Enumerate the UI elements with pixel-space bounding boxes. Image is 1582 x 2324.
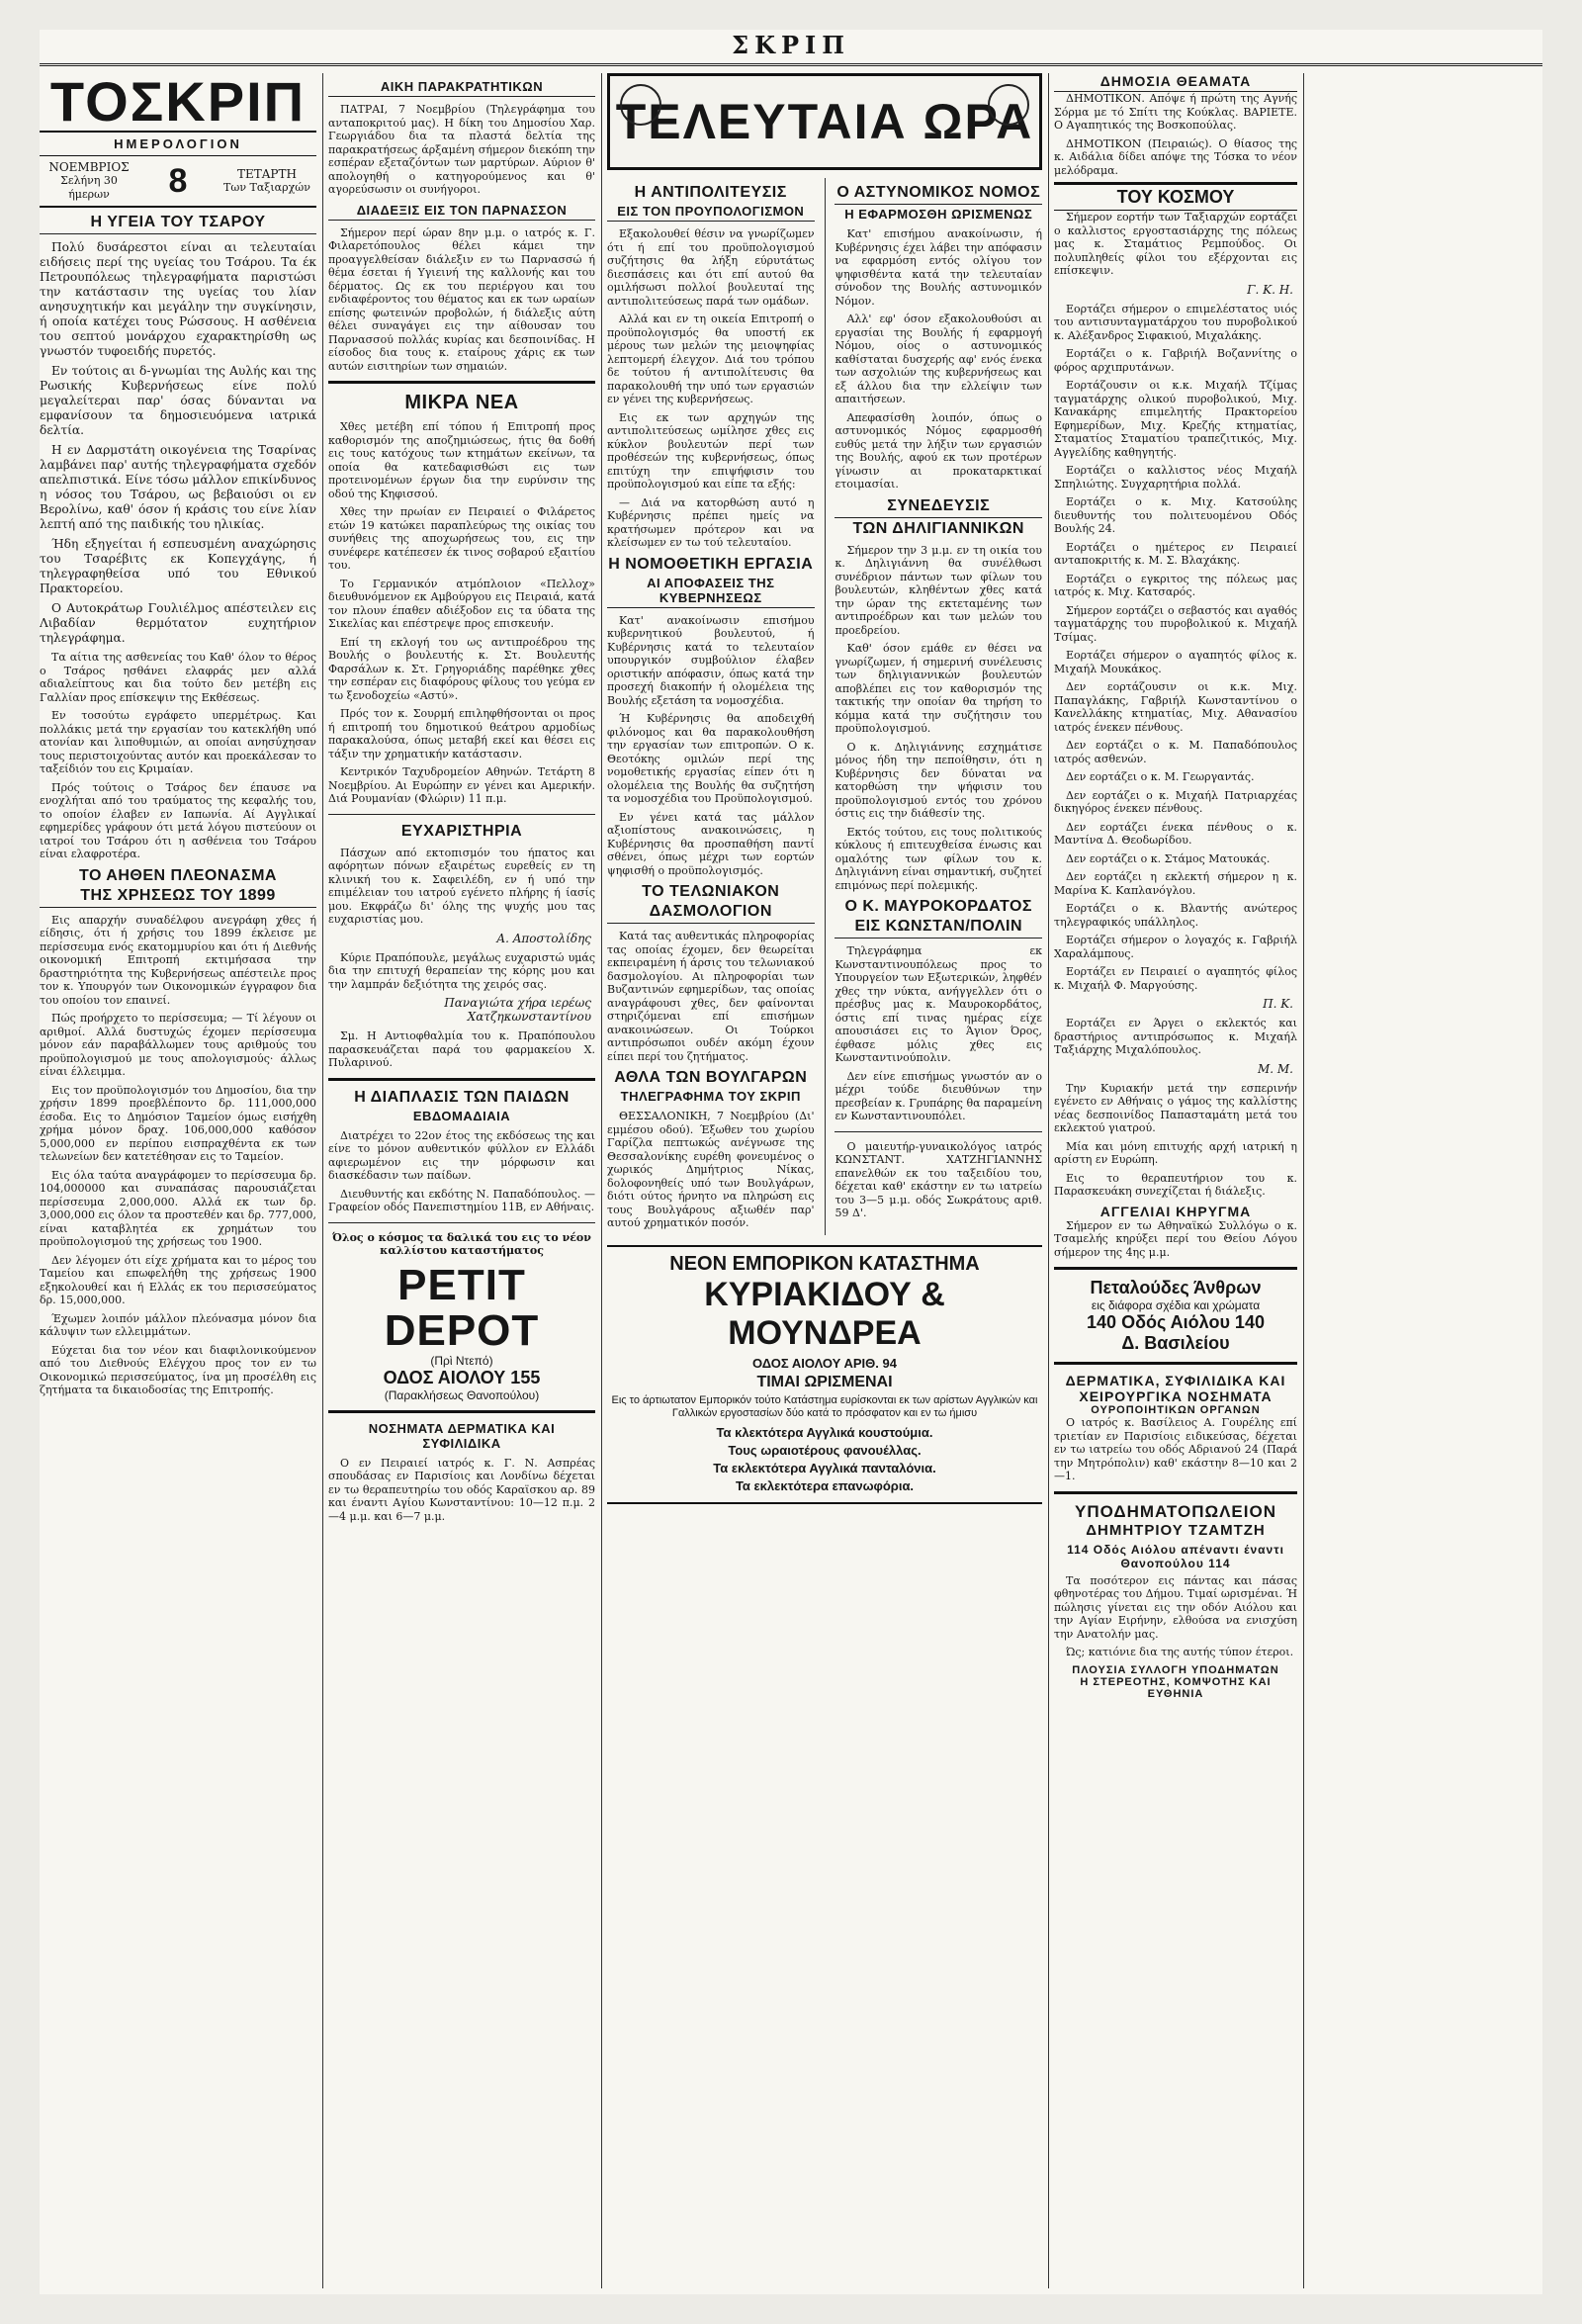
headline-society: ΤΟΥ ΚΟΣΜΟΥ — [1054, 182, 1297, 211]
headline-mavrokordatos: Ο Κ. ΜΑΥΡΟΚΟΡΔΑΤΟΣ — [844, 898, 1033, 915]
divider — [328, 1410, 595, 1413]
paragraph: Εορτάζει σήμερον ο αγαπητός φίλος κ. Μιχαήλ Μουκάκος. — [1054, 649, 1297, 675]
paragraph: ΠΑΤΡΑΙ, 7 Νοεμβρίου (Τηλεγράφημα του ανταποκριτού μας). Η δίκη του Δημοσίου Χαρ. Γεωργιάδου δια τα πλαστά δελτία της παρακρατήσεως άρξαμένη σήμερον διεκόπη την εσπέραν εξεταζόντων των μαρτύρων. Αύριον θ' απολογηθή ο κατηγορούμενος και θ' αγορεύσωσιν οι συνήγοροι. — [328, 103, 595, 196]
day-name: ΤΕΤΑΡΤΗ — [236, 167, 297, 181]
paragraph: Δεν εορτάζει ο κ. Μ. Γεωργαντάς. — [1066, 770, 1255, 783]
calendar-title: ΗΜΕΡΟΛΟΓΙΟΝ — [40, 133, 316, 156]
headline-opposition-sub: ΕΙΣ ΤΟΝ ΠΡΟΥΠΟΛΟΓΙΣΜΟΝ — [607, 204, 815, 222]
paragraph: Χθες μετέβη επί τόπου ή Επιτροπή προς καθορισμόν της αποζημιώσεως, ήτις θα δοθή εις τους κατόχους των κτημάτων εκείνων, τα οποία θα κατεδαφισθώσι εις των προτεινομένων έργων δια την ευρύνσιν της οδού της Κηφισσού. — [328, 420, 595, 500]
paragraph: Σήμερον περί ώραν 8ην μ.μ. ο ιατρός κ. Γ. Φιλαρετόπουλος θέλει κάμει την προαγγελθείσαν διάλεξιν εν τω Παρνασσώ ή θέμα έσεται ή Υγιεινή της καλλονής και του δέρματος. Ως εκ του περιέργου και του ενδιαφέροντος του θέματος και εκ των ωραίων επίσης φωτεινών προβολών, ή διάλεξις αύτη θέλει συναγάγει εις την αίθουσαν του Παρνασσού πολλάς κυρίας και δεσποινίδας. Η είσοδος δια τους κ. εταίρους χάρις εκ των αυτών εισιτηρίων των σημαιών. — [328, 225, 595, 373]
paragraph: Ο εν Πειραιεί ιατρός κ. Γ. Ν. Ασπρέας σπουδάσας εν Παρισίοις και Λονδίνω δέχεται εν τω θεραπευτηρίω του οδός Καραϊσκου αρ. 89 και έναντι Αγίου Κωνσταντίνου: 10—12 π.μ. 2—4 μ.μ. και 6—7 μ.μ. — [328, 1456, 595, 1523]
paragraph: Δεν εορτάζει ο κ. Μ. Παπαδόπουλος ιατρός ασθενών. — [1054, 739, 1297, 765]
column-3 — [607, 73, 1042, 2288]
column-1 — [40, 73, 316, 2288]
headline-customs-sub: ΔΑΣΜΟΛΟΓΙΟΝ — [607, 903, 815, 924]
ad-owner: Δ. Βασιλείου — [1121, 1333, 1230, 1353]
divider — [328, 1078, 595, 1081]
paragraph: Τα αίτια της ασθενείας του Καθ' όλον το θέρος ο Τσάρος ησθάνει ελαφράς μεν αλλά αδιαλείπτους και δια τούτο δεν μετέβη εις Γαλλίαν προς επίσκεψιν της Εκθέσεως. — [40, 651, 316, 704]
paragraph: Σήμερον εορτάζει ο σεβαστός και αγαθός ταγματάρχης του πυροβολικού κ. Μιχαήλ Τσίμας. — [1054, 603, 1297, 644]
paragraph: Έχωμεν λοιπόν μάλλον πλεόνασμα μόνον δια κάλυψιν των ελλειμμάτων. — [40, 1311, 316, 1338]
paragraph: Δεν εορτάζει ο κ. Μιχαήλ Πατριαρχέας δικηγόρος ένεκεν πένθους. — [1054, 788, 1297, 815]
paragraph: Εύχεται δια τον νέον και διαφιλονικούμενον από του Διεθνούς Ελέγχου προς τον εν τω Οικονομικώ περισσεύματος, ίνα μη προσέλθη εις ζητήματα τα δικαιοδοσίας της Επιτροπής. — [40, 1343, 316, 1396]
paragraph: Εορτάζει ο καλλιστος νέος Μιχαήλ Σπηλιώτης. Συγχαρητήρια πολλά. — [1054, 464, 1297, 491]
ad-item: Τους ωραιοτέρους φανουέλλας. — [728, 1442, 922, 1458]
banner-title: ΤΕΛΕΥΤΑΙΑ ΩΡΑ — [615, 94, 1034, 149]
headline-parnassos: ΔΙΑΔΕΞΙΣ ΕΙΣ ΤΟΝ ΠΑΡΝΑΣΣΟΝ — [328, 203, 595, 221]
paragraph: Εορτάζει ο ημέτερος εν Πειραιεί ανταποκριτής κ. Μ. Σ. Βλαχάκης. — [1054, 540, 1297, 567]
ad-store-name: ΚΥΡΙΑΚΙΔΟΥ & ΜΟΥΝΔΡΕΑ — [704, 1275, 945, 1352]
headline-police-law: Ο ΑΣΤΥΝΟΜΙΚΟΣ ΝΟΜΟΣ — [835, 184, 1042, 205]
paragraph: Την Κυριακήν μετά την εσπερινήν εγένετο εν Αθήναις ο γάμος της καλλίστης νέας δεσποινίδος Παπασταμάτη μετά του εκλεκτού γιατρού. — [1054, 1081, 1297, 1134]
paragraph: ΘΕΣΣΑΛΟΝΙΚΗ, 7 Νοεμβρίου (Δι' εμμέσου οδού). Έξωθεν του χωρίου Γαρίζλα πεπτωκώς ανέγνωσε της Θεσσαλονίκης ευρέθη φονευμένος ο χωρικός Δημήτριος Νίκας, δολοφονηθείς υπό των Βουλγάρων, διότι ούτος ήρνητο να πληρώση εις τους Βουλγάρους αξιωθέν παρ' αυτού χρηματικόν ποσόν. — [607, 1110, 815, 1229]
paragraph: Σήμερον εορτήν των Ταξιαρχών εορτάζει ο καλλιστος εργοστασιάρχης της πόλεως μας κ. Σταμάτιος Ρεμπούδος. Οι πολυπληθείς φίλοι του εξέρχονται εις επίσκεψιν. — [1054, 211, 1297, 277]
ad-clinic-title: ΔΕΡΜΑΤΙΚΑ, ΣΥΦΙΛΙΔΙΚΑ ΚΑΙ ΧΕΙΡΟΥΡΓΙΚΑ ΝΟΣΗΜΑΤΑ — [1065, 1373, 1286, 1404]
column-rule — [1048, 73, 1049, 2288]
paragraph: Ο Αυτοκράτωρ Γουλιέλμος απέστειλεν εις Λιβαδίαν θερμότατον ευχητήριον τηλεγράφημα. — [40, 601, 316, 645]
headline-small-news: ΜΙΚΡΑ ΝΕΑ — [404, 392, 519, 413]
paragraph: Μία και μόνη επιτυχής αρχή ιατρική η αρίστη εν Ευρώπη. — [1054, 1139, 1297, 1166]
paragraph: Εν τούτοις αι δ-γνωμίαι της Αυλής και της Ρωσικής Κυβερνήσεως είνε πολύ μεγαλείτεραι παρ' όσας δύνανται να εμφανίσουν τα δημοσιευόμενα ιατρικά δελτία. — [40, 364, 316, 437]
paragraph: Εορτάζει εν Άργει ο εκλεκτός και δραστήριος αντιπρόσωπος κ. Μιχαήλ Ταξιάρχης Μιχαλόπουλος. — [1054, 1017, 1297, 1056]
ad-petit-depot — [328, 1260, 595, 1402]
paragraph: Εις εκ των αρχηγών της αντιπολιτεύσεως ωμίλησε χθες εις κύκλον βουλευτών περί των προθέσεών της κυβερνήσεως, όπως επιτύχη την επιψήφισιν του προϋπολογισμού και είπε τα εξής: — [607, 410, 815, 491]
headline-legislation-sub: ΑΙ ΑΠΟΦΑΣΕΙΣ ΤΗΣ ΚΥΒΕΡΝΗΣΕΩΣ — [607, 576, 815, 608]
ad-subtitle: (Πρὶ Ντεπό) — [430, 1353, 493, 1368]
column-rule — [1303, 73, 1304, 2288]
signature: Γ. Κ. Η. — [1247, 282, 1293, 297]
paragraph: Η εν Δαρμστάτη οικογένεια της Τσαρίνας λαμβάνει παρ' αυτής τηλεγραφήματα σχεδόν απελπιστικά. Είνε τόσω μάλλον επικίνδυνος η νόσος του Τσάρου, ως βεβαιούσι οι εν Βερολίνω, καθ' όσον ή κράσις του είνε λίαν λεπτή από της παιδικής του ηλικίας. — [40, 443, 316, 531]
paragraph: Εορτάζει ο κ. Μιχ. Κατσούλης διευθυντής του πολιτευομένου Οδός Βουλής 24. — [1054, 495, 1297, 535]
late-news-columns — [607, 178, 1042, 1235]
paragraph: Ήδη εξηγείται ή εσπευσμένη αναχώρησις του Τσαρέβιτς εκ Κοπεγχάγης, ή τηλεγραφηθείσα υπό του Εθνικού Πρακτορείου. — [40, 537, 316, 595]
signature: Μ. Μ. — [1257, 1061, 1293, 1076]
headline-meeting-sub: ΤΩΝ ΔΗΛΙΓΙΑΝΝΙΚΩΝ — [852, 519, 1024, 537]
signature: Π. Κ. — [1263, 997, 1293, 1011]
masthead: ΣΚΡΙΠ — [40, 30, 1542, 66]
headline-surplus-sub: ΤΗΣ ΧΡΗΣΕΩΣ ΤΟΥ 1899 — [40, 887, 316, 908]
paragraph: Δεν εορτάζουσιν οι κ.κ. Μιχ. Παπαγλάκης, Γαβριήλ Κωνσταντίνου ο Κανελλάκης κτηματίας, Μιχ. Αθανασίου ιατρός ένεκεν πένθους. — [1054, 680, 1297, 734]
paragraph: Αλλά και εν τη οικεία Επιτροπή ο προϋπολογισμός θα υποστή εκ μέρους των μελών της μειοψηφίας λεπτομερή έλεγχον. Διά του τρόπου δε τούτου ή αντιπολίτευσις θα παρακολουθή την υπό των εργασιών εν γένει της κυβερνήσεως. — [607, 313, 815, 405]
paragraph: Σήμερον την 3 μ.μ. εν τη οικία του κ. Δηλιγιάννη θα συνέλθωσι συνέδριον πάντων των φίλων του βουλευτών, κληθέντων χθες κατά την ώραν της εκτεταμένης των αντιπροέδρων και των μελών του προεδρείου. — [835, 543, 1042, 637]
divider — [835, 1131, 1042, 1132]
ad-address: ΟΔΟΣ ΑΙΟΛΟΥ 155 — [383, 1367, 541, 1387]
moon: Σελήνη 30 ήμερων — [60, 174, 118, 201]
ad-clinic-sub: ΟΥΡΟΠΟΙΗΤΙΚΩΝ ΟΡΓΑΝΩΝ — [1091, 1404, 1261, 1416]
paragraph: Ώς; κατιόνιε δια της αυτής τύπον έτεροι. — [1066, 1646, 1294, 1658]
paragraph: Κύριε Πραπόπουλε, μεγάλως ευχαριστώ υμάς δια την επιτυχή θεραπείαν της κόρης μου και την λαμπράν δεξιότητα της χειρός σας. — [328, 950, 595, 991]
ad-line: εις διάφορα σχέδια και χρώματα — [1091, 1298, 1261, 1312]
day-number: 8 — [168, 161, 188, 200]
ad-item: Τα εκλεκτότερα επανωφόρια. — [735, 1477, 915, 1493]
divider — [1054, 1491, 1297, 1494]
column-rule — [825, 178, 826, 1235]
paragraph: Εορτάζει ο κ. Βλαντής ανώτερος τηλεγραφικός υπάλληλος. — [1054, 902, 1297, 929]
divider — [328, 814, 595, 815]
paragraph: Πρός τον κ. Σουρμή επιληφθήσονται οι προς ή επιτροπή του δημοτικού θεάτρου αρμοδίως παρακαλούσα, όπως μεταβή εκεί και θέσει εις τάξιν την χρηματικήν κατάστασιν. — [328, 707, 595, 760]
ad-address: 140 Οδός Αιόλου 140 — [1087, 1312, 1265, 1332]
paragraph: Πρός τούτοις ο Τσάρος δεν έπαυσε να ενοχλήται από του τραύματος της κεφαλής του, το οποίον έλαβεν εν Ιαπωνία. Αί Αγγλικαί εφημερίδες γράφουν ότι μετά λόγου πιστεύουν οι ιατροί του Τσάρου ότι η ασθένεια του Τσάρου είναι ελαφροτέρα. — [40, 780, 316, 860]
column-5 — [1309, 73, 1542, 2288]
paragraph: Ο ιατρός κ. Βασίλειος Α. Γουρέλης επί τριετίαν εν Παρισίοις ειδικεύσας, δέχεται εν τω ιατρείω του οδός Αδριανού 24 (Παρά την Μητρόπολιν) καθ' εκάστην 8—10 και 2—1. — [1054, 1416, 1297, 1482]
paragraph: Εις απαρχήν συναδέλφου ανεγράφη χθες ή είδησις, ότι ή χρήσις του 1899 έκλεισε με περίσσευμα ενός εκατομμυρίου και ότι ή Διεθνής οικονομική Επιτροπή εκτιμήσασα την δραστηριότητα της Κυβερνήσεως απέστειλε προς τον κ. Υπουργόν των Οικονομικών έγγραφον δια του οποίου τον επαινεί. — [40, 913, 316, 1007]
headline-police-law-sub: Η ΕΦΑΡΜΟΣΘΗ ΩΡΙΣΜΕΝΩΣ — [844, 207, 1033, 222]
ad-shoes-footer: ΠΛΟΥΣΙΑ ΣΥΛΛΟΓΗ ΥΠΟΔΗΜΑΤΩΝ — [1072, 1663, 1279, 1676]
divider — [1054, 1362, 1297, 1365]
paragraph: Σήμερον εν τω Αθηναϊκώ Συλλόγω ο κ. Τσαμελής κηρύξει περί του Θείου Λόγου σήμερον της 4ης μ.μ. — [1054, 1218, 1297, 1259]
divider — [328, 1222, 595, 1223]
headline-opposition: Η ΑΝΤΙΠΟΛΙΤΕΥΣΙΣ — [634, 184, 787, 201]
paragraph: Ή Κυβέρνησις θα αποδειχθή φιλόνομος και θα παρακολουθήση την εργασίαν των επιτροπών. Ο κ. Θεοτόκης ομιλών περί της νομοθετικής εργασίας είπεν ότι η ολομέλεια της Βουλής θα συζητήση τα νομοσχέδια του Προϋπολογισμού. — [607, 712, 815, 805]
paragraph: Διατρέχει το 22ον έτος της εκδόσεως της και είνε το μόνον αυθεντικόν φύλλον εν Ελλάδι αφιερωμένον εις την μόρφωσιν και διασκέδασιν των παίδων. — [328, 1128, 595, 1182]
headline-diaplasis: Η ΔΙΑΠΛΑΣΙΣ ΤΩΝ ΠΑΙΔΩΝ — [354, 1088, 570, 1106]
divider — [1054, 1267, 1297, 1270]
paragraph: Χθες την πρωίαν εν Πειραιεί ο Φιλάρετος ετών 19 κατώκει παραπλεύρως της οικίας του συνήθεις της αποχωρήσεως του, εις την συνέφερε κατέπεσεν έκ τινος σοβαρού εξαιτίου του. — [328, 505, 595, 572]
headline-telegram: ΤΗΛΕΓΡΑΦΗΜΑ ΤΟΥ ΣΚΡΙΠ — [620, 1089, 801, 1104]
column-2 — [328, 73, 595, 2288]
paragraph: Διευθυντής και εκδότης Ν. Παπαδόπουλος. — Γραφείον οδός Πανεπιστημίου 11Β, εν Αθήναις. — [328, 1187, 595, 1213]
divider — [328, 381, 595, 384]
ad-text: Εις το άρτιωτατον Εμπορικόν τούτο Κατάστημα ευρίσκονται εκ των αρίστων Αγγλικών και Γαλλικών εργοστασίων δύο κατά το πρόσφατον και εν τω ήμισυ — [611, 1393, 1038, 1419]
ad-line: Πεταλούδες Άνθρων — [1090, 1278, 1262, 1297]
paragraph: Εορτάζει σήμερον ο επιμελέστατος υιός του αντισυνταγματάρχου του πυροβολικού κ. Αλέξανδρος Σιφακιού, Μιχαλάκης. — [1054, 302, 1297, 342]
dateline — [40, 156, 316, 208]
ornament-icon — [988, 84, 1029, 126]
column-rule — [322, 73, 323, 2288]
paragraph: Δεν εορτάζει η εκλεκτή σήμερον η κ. Μαρίνα Κ. Καπλανόγλου. — [1054, 870, 1297, 897]
paragraph: Κατ' επισήμου ανακοίνωσιν, ή Κυβέρνησις έχει λάβει την απόφασιν να εφαρμόση εντός ολίγου τον ψηφισθέντα κατά την τελευταίαν σύνοδον της Βουλής αστυνομικόν Νόμον. — [835, 227, 1042, 308]
paragraph: ΔΗΜΟΤΙΚΟΝ (Πειραιώς). Ο θίασος της κ. Αιδάλια δίδει απόψε της Τόσκα το νέον μελόδραμα. — [1054, 136, 1297, 177]
paragraph: Δεν λέγομεν ότι είχε χρήματα και το μέρος του Ταμείου και επωφελήθη της χρήσεως 1900 εξηκολουθεί και ή Ελλάς εκ του περισσεύματος δρ. 15,000,000. — [40, 1253, 316, 1306]
ad-title: PETIT DEPOT — [384, 1260, 540, 1355]
headline-weekly: ΕΒΔΟΜΑΔΙΑΙΑ — [412, 1108, 511, 1123]
paragraph: Τα ποσότερον εις πάντας και πάσας φθηνοτέρας του Δήμου. Τιμαί ωρισμέναι. Ή πώλησις γίνεται εις την οδόν Αιόλου και την Αγίαν Ειρήνην, ελθούσα να ενισχύση την Ανατολήν μας. — [1054, 1573, 1297, 1641]
paragraph: — Διά να κατορθώση αυτό η Κυβέρνησις πρέπει ημείς να κρατήσωμεν πρότερον και να κλείσωμεν εν τω τού τελευταίου. — [607, 495, 815, 549]
ad-shoes-title: ΥΠΟΔΗΜΑΤΟΠΩΛΕΙΟΝ — [1074, 1501, 1276, 1521]
paragraph: Δεν είνε επισήμως γνωστόν αν ο μέχρι τούδε διευθύνων την πρεσβείαν κ. Γρυπάρης θα παραμείνη εν Κωνσταντινουπόλει. — [835, 1069, 1042, 1122]
paragraph: Τηλεγράφημα εκ Κωνσταντινουπόλεως προς το Υπουργείον των Εξωτερικών, ληφθέν χθες την νύκτα, ανήγγελλεν ότι ο πρέσβυς μας κ. Μαυροκορδάτος, όστις επί τινας ημέρας είχε απουσιάσει εις το Άγιον Όρος, έφθασε μόλις χθες εις Κωνσταντινούπολιν. — [835, 944, 1042, 1064]
paragraph: Εορτάζει σήμερον ο λογαχός κ. Γαβριήλ Χαραλάμπους. — [1054, 934, 1297, 960]
paragraph: Πάσχων από εκτοπισμόν του ήπατος και αφόρητων πόνων εξαιρέτως ευρεθείς εν τη κλινική του κ. Σαφειλέδη, εν ή υπό την επιμέλειαν του ιατρού εγένετο πλήρης ή ίασίς μου. Εκφράζω δι' όλης της ψυχής μου τας ευχαριστίας μου. — [328, 846, 595, 926]
headline-thanks: ΕΥΧΑΡΙΣΤΗΡΙΑ — [400, 822, 523, 840]
paragraph: Αλλ' εφ' όσον εξακολουθούσι αι εργασίαι της Βουλής ή εφαρμογή Νόμου, οίος ο αστυνομικός καθίσταται δυσχερής αφ' ενός ένεκα των ασχολιών της κυβερνήσεως και εξ άλλου δια την ελλείψιν των απαιτήσεων. — [835, 313, 1042, 405]
paragraph: Σμ. Η Αντιοφθαλμία του κ. Πραπόπουλου παρασκευάζεται παρά του φαρμακείου Χ. Πυλαρινού. — [328, 1029, 595, 1069]
paragraph: ΔΗΜΟΤΙΚΟΝ. Απόψε ή πρώτη της Αγνής Σόρμα με τό Σπίτι της Κούκλας. ΒΑΡΙΕΤΕ. Ο Αγαπητικός της Βοσκοπούλας. — [1054, 92, 1297, 132]
late-news-right — [835, 178, 1042, 1235]
paragraph: Εις τον προϋπολογισμόν του Δημοσίου, δια την χρήσιν 1899 προεβλέποντο δρ. 111,000,000 έσοδα. Εις το Δημόσιον Ταμείον όμως εισήχθη χρήμα μόνον δραχ. 106,000,000 καθόσον 5,000,000 εν περίπου εισπραχθέντα εκ των τελωνείων δεν κατετέθησαν εις το Ταμείον. — [40, 1083, 316, 1163]
paragraph: Κατ' ανακοίνωσιν επισήμου κυβερνητικού βουλευτού, ή Κυβέρνησις κατά το τελευταίον υπουργικόν συμβούλιον έλαβεν οριστικήν απόφασιν, όπως κατά την προσεχή διακοπήν ή ολομέλεια της Βουλής εξετάση τα νομοσχέδια. — [607, 613, 815, 707]
paragraph: Ο μαιευτήρ-γυναικολόγος ιατρός ΚΩΝΣΤΑΝΤ. ΧΑΤΖΗΓΙΑΝΝΗΣ επανελθών εκ του ταξειδίου του, δέχεται καθ' εκάστην εν τω ιατρείω του 3—5 μ.μ. οδός Σωκράτους αριθ. 59 Δ'. — [835, 1139, 1042, 1219]
paragraph: Εξακολουθεί θέσιν να γνωρίζωμεν ότι ή επί του προϋπολογισμού συζήτησις θα λήξη εύρυτάτως διεσπάσεις και ότι επί αυτού θα ομιλήσωσι πολλοί βουλευταί της αντιπολιτεύσεως παρά των ομάδων. — [607, 227, 815, 308]
month: ΝΟΕΜΒΡΙΟΣ — [48, 160, 130, 174]
ad-shoes-address: 114 Οδός Αιόλου απέναντι έναντι Θανοπούλου 114 — [1067, 1542, 1284, 1570]
paragraph: Εορτάζει ο κ. Γαβριήλ Βοζαννίτης ο φόρος αρχιπρυτάνων. — [1054, 347, 1297, 374]
paragraph: Εορτάζει εν Πειραιεί ο αγαπητός φίλος κ. Μιχαήλ Φ. Μαργούσης. — [1054, 965, 1297, 992]
ad-kyriakidou — [607, 1245, 1042, 1504]
ad-butterflies — [1054, 1278, 1297, 1354]
paragraph: Εις το θεραπευτήριον του κ. Παρασκευάκη συνεχίζεται ή διάλεξις. — [1054, 1171, 1297, 1198]
ad-shoes-owner: ΔΗΜΗΤΡΙΟΥ ΤΖΑΜΤΖΗ — [1086, 1521, 1266, 1539]
paragraph: Εορτάζουσιν οι κ.κ. Μιχαήλ Τζίμας ταγματάρχης ολικού πυροβολικού, Μιχ. Κανακάρης επιμελητής Πρακτορείου Εφημερίδων, Μιχ. Κρεζής κτηματίας, Σταματίος Σταματίου τραπεζιτικός, Μιχ. Αγγελίδης καθηγητής. — [1054, 379, 1297, 459]
ad-shoes-footer: Η ΣΤΕΡΕΟΤΗΣ, ΚΟΜΨΟΤΗΣ ΚΑΙ ΕΥΘΗΝΙΑ — [1080, 1675, 1272, 1700]
headline-bulgarians: ΑΘΛΑ ΤΩΝ ΒΟΥΛΓΑΡΩΝ — [614, 1069, 808, 1086]
ad-prices: ΤΙΜΑΙ ΩΡΙΣΜΕΝΑΙ — [756, 1373, 893, 1390]
headline-trial: ΑΙΚΗ ΠΑΡΑΚΡΑΤΗΤΙΚΩΝ — [328, 79, 595, 97]
paragraph: Επί τη εκλογή του ως αντιπροέδρου της Βουλής ο βουλευτής κ. Στ. Βουλευτής Φαρσάλων κ. Στ. Γρηγοριάδης παρέθηκε χθες την εσπέραν εις διαφόρους φίλους του γεύμα εν τω ξενοδοχείω «Αστύ». — [328, 635, 595, 702]
headline-surplus: ΤΟ ΑΗΘΕΝ ΠΛΕΟΝΑΣΜΑ — [79, 866, 277, 884]
headline-theatres: ΔΗΜΟΣΙΑ ΘΕΑΜΑΤΑ — [1054, 73, 1297, 92]
paragraph: Εις όλα ταύτα αναγράφομεν το περίσσευμα δρ. 104,000000 και συναπάσας παρουσιάζεται περίσσευμα 2,000,000. Αλλά εκ των δρ. 3,000,000 εις όλον τα προστεθέν και δρ. 777,000, είναι καταβλητέα εκ χρημάτων του προϋπολογισμού της χρήσεως του 1900. — [40, 1168, 316, 1248]
paragraph: Εν τοσούτω εγράφετο υπερμέτρως. Και πολλάκις μετά την εργασίαν του κατεκλήθη υπό ατονίαν και λιποθυμιών, αι οποίαι ανησύχησαν τους περιστοιχούντας αυτόν και προεκάλεσαν το ταξείδιόν του εις Κριμαίαν. — [40, 709, 316, 775]
paragraph: Δεν εορτάζει ο κ. Στάμος Ματουκάς. — [1066, 851, 1271, 865]
paragraph: Εκτός τούτου, εις τους πολιτικούς κύκλους ή επιτευχθείσα ένωσις και ομαλότης των φίλων του κ. Δηλιγιάννη είναι σημαντική, συζητεί επιμόνως περί πολεμικής. — [835, 825, 1042, 892]
column-4 — [1054, 73, 1297, 2288]
late-news-banner — [607, 73, 1042, 170]
ad-item: Τα κλεκτότερα Αγγλικά κουστούμια. — [716, 1424, 933, 1440]
ad-note: (Παρακλήσεως Θανοπούλου) — [384, 1387, 540, 1402]
signature: Α. Αποστολίδης — [496, 931, 591, 945]
headline-meeting: ΣΥΝΕΔΕΥΣΙΣ — [835, 497, 1042, 518]
paragraph: Απεφασίσθη λοιπόν, όπως ο αστυνομικός Νόμος εφαρμοσθή ευθύς μετά την λήξιν των εργασιών της Βουλής, αφού εκ των προτέρων γίνωσιν αι προκαταρκτικαί ετοιμασίαι. — [835, 410, 1042, 491]
paragraph: Όλος ο κόσμος τα δαλικά του εις το νέον καλλίστου καταστήματος — [332, 1230, 591, 1257]
saint: Των Ταξιαρχών — [223, 181, 310, 194]
headline-tsar-health: Η ΥΓΕΙΑ ΤΟΥ ΤΣΑΡΟΥ — [40, 214, 316, 234]
paragraph: Το Γερμανικόν ατμόπλοιον «Πελλοχ» διευθυνόμενον εκ Αμβούργου εις Πειραιά, κατά τον πλουν έπαθεν αδιέξοδον εις τα ύδατα της Σικελίας και επέστρεψε προς επισκευήν. — [328, 577, 595, 630]
headline-sermon: ΑΓΓΕΛΙΑΙ ΚΗΡΥΓΜΑ — [1099, 1203, 1252, 1219]
paragraph: Πώς προήρχετο το περίσσευμα; — Τί λέγουν οι αριθμοί. Αλλά δυστυχώς έχομεν περίσσευμα μόνον εάν παραβάλλωμεν τους αριθμούς του προϋπολογισμού με τους απολογισμούς· άλλως είναι έλλειμμα. — [40, 1012, 316, 1078]
newspaper-page — [40, 30, 1542, 2294]
paragraph: Κατά τας αυθεντικάς πληροφορίας τας οποίας έχομεν, δεν θεωρείται εκπειραμένη ή άρσις του τελωνιακού δασμολογίου. Αι πληροφορίαι των Βυζαντινών εφημερίδων, τας οποίας αναγράφουσι χθες, δεν φαίνονται στηριζόμεναι επί επισήμων ανακοινώσεων. Οι Τούρκοι αντιπρόσωποι ουδέν ακόμη έχουν είπει περί του ζητήματος. — [607, 930, 815, 1063]
ad-line: ΝΕΟΝ ΕΜΠΟΡΙΚΟΝ ΚΑΤΑΣΤΗΜΑ — [669, 1252, 980, 1275]
paragraph: Εν γένει κατά τας μάλλον αξιοπίστους ανακοινώσεις, η Κυβέρνησις θα προσπαθήση παντί σθένει, όπως μέχρι των εορτών ψηφισθή ο προϋπολογισμός. — [607, 810, 815, 877]
paragraph: Καθ' όσον εμάθε εν θέσει να γνωρίζωμεν, ή σημερινή συνέλευσις των δηλιγιαννικών βουλευτών αποβλέπει εις τον καθορισμόν της τακτικής την οποίαν θα τηρήση το κόμμα κατά την συζήτησιν του προϋπολογισμού. — [835, 642, 1042, 735]
paragraph: Δεν εορτάζει ένεκα πένθους ο κ. Μαντίνα Δ. Θεοδωρίδου. — [1054, 820, 1297, 847]
headline-legislation: Η ΝΟΜΟΘΕΤΙΚΗ ΕΡΓΑΣΙΑ — [608, 555, 814, 573]
ad-address: ΟΔΟΣ ΑΙΟΛΟΥ ΑΡΙΘ. 94 — [752, 1355, 897, 1371]
late-news-left — [607, 178, 815, 1235]
paragraph: Εορτάζει ο εγκριτος της πόλεως μας ιατρός κ. Μιχ. Κατσαρός. — [1054, 572, 1297, 598]
column-rule — [601, 73, 602, 2288]
headline-mavrokordatos-sub: ΕΙΣ ΚΩΝΣΤΑΝ/ΠΟΛΙΝ — [835, 918, 1042, 939]
paragraph: Κεντρικόν Ταχυδρομείον Αθηνών. Τετάρτη 8 Νοεμβρίου. Αι Ευρώπην εν γένει και Αμερικήν. Διά Ρουμανίαν (Φλώριν) 11 π.μ. — [328, 765, 595, 805]
signature: Παναγιώτα χήρα ιερέως Χατζηκωνσταντίνου — [444, 996, 591, 1024]
paragraph: Ο κ. Δηλιγιάννης εσχημάτισε μόνος ήδη την πεποίθησιν, ότι η Κυβέρνησις δεν δύναται να κατορθώση την ψήφισιν του προϋπολογισμού εντός του χρόνου όστις εις την διάθεσίν της. — [835, 740, 1042, 820]
headline-customs: ΤΟ ΤΕΛΩΝΙΑΚΟΝ — [642, 883, 780, 900]
paragraph: Πολύ δυσάρεστοι είναι αι τελευταίαι ειδήσεις περί της υγείας του Τσάρου. Τα έκ Πετρουπόλεως τηλεγραφήματα παριστώσι την κατάστασιν της υγείας του λίαν ανησυχητικήν και μεγάλην την συγκίνησιν, ή οποία κατέχει τους Ρώσσους. Η ασθένεια του σεπτού μονάρχου εχαρακτηρίσθη ως γνωστόν τυφοειδής πυρετός. — [40, 240, 316, 358]
ornament-icon — [620, 84, 661, 126]
ad-item: Τα εκλεκτότερα Αγγλικά πανταλόνια. — [713, 1460, 936, 1475]
headline-dermatology: ΝΟΣΗΜΑΤΑ ΔΕΡΜΑΤΙΚΑ ΚΑΙ ΣΥΦΙΛΙΔΙΚΑ — [368, 1420, 556, 1451]
paper-title: ΤΟΣΚΡΙΠ — [40, 73, 316, 133]
